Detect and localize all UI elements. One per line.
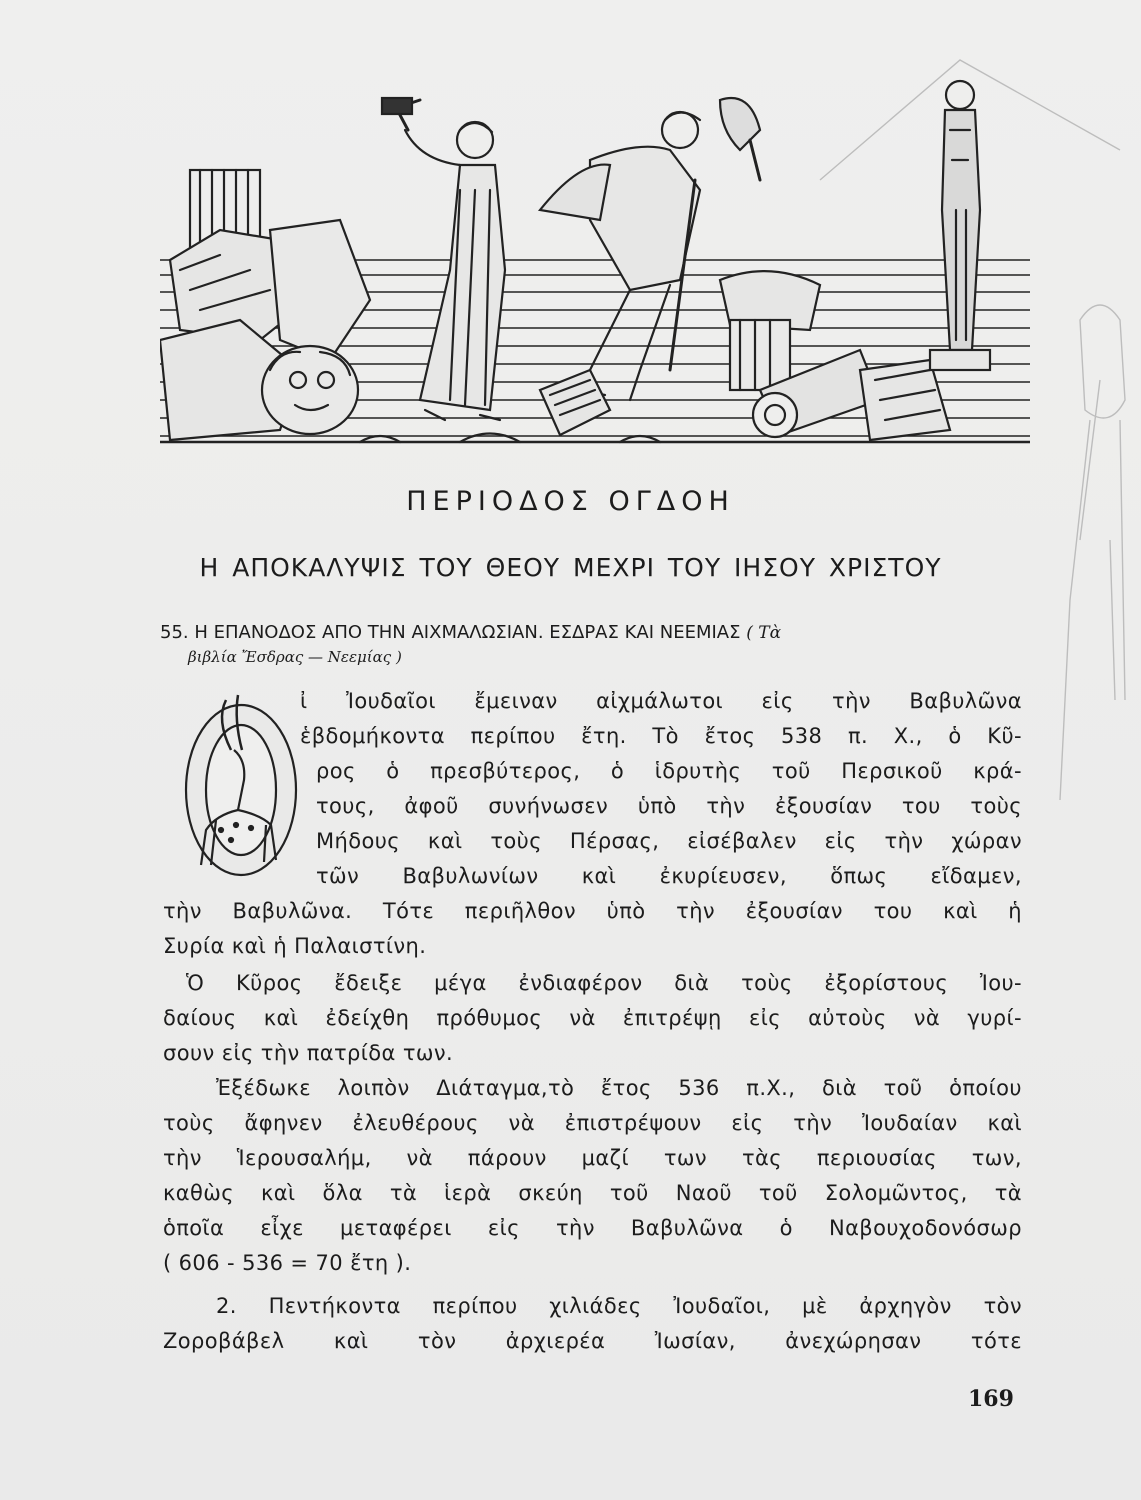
- text-line: τὴν Βαβυλῶνα. Τότε περιῆλθον ὑπὸ τὴν ἐξουσίαν του καὶ ἡ: [163, 899, 1022, 923]
- text-line: τὴν Ἱερουσαλήμ, νὰ πάρουν μαζί των τὰς περιουσίας των,: [163, 1146, 1022, 1170]
- section-heading: [160, 622, 1020, 643]
- text-line: ἑβδομήκοντα περίπου ἔτη. Τὸ ἔτος 538 π. Χ., ὁ Κῦ-: [300, 724, 1022, 748]
- dropcap-illustration: [176, 690, 306, 890]
- text-line: ( 606 - 536 = 70 ἔτη ).: [163, 1251, 412, 1275]
- page-number: 169: [968, 1386, 1014, 1412]
- period-title: ΠΕΡΙΟΔΟΣ ΟΓΔΟΗ: [406, 486, 735, 517]
- text-line: καθὼς καὶ ὅλα τὰ ἱερὰ σκεύη τοῦ Ναοῦ τοῦ Σολομῶντος, τὰ: [163, 1181, 1022, 1205]
- section-reference: βιβλία Ἔσδρας — Νεεμίας ): [188, 648, 402, 666]
- text-line: τους, ἀφοῦ συνήνωσεν ὑπὸ τὴν ἐξουσίαν του τοὺς: [316, 794, 1022, 818]
- section-reference-open: ( Τὰ: [746, 623, 782, 643]
- text-line: δαίους καὶ ἐδείχθη πρόθυμος νὰ ἐπιτρέψῃ εἰς αὐτοὺς νὰ γυρί-: [163, 1006, 1022, 1030]
- text-line: τοὺς ἄφηνεν ἐλευθέρους νὰ ἐπιστρέψουν εἰς τὴν Ἰουδαίαν καὶ: [163, 1111, 1022, 1135]
- text-line: ὁποῖα εἶχε μεταφέρει εἰς τὴν Βαβυλῶνα ὁ Ναβουχοδονόσωρ: [163, 1216, 1022, 1240]
- text-line: ἰ Ἰουδαῖοι ἔμειναν αἰχμάλωτοι εἰς τὴν Βαβυλῶνα: [300, 689, 1022, 713]
- text-line: 2. Πεντήκοντα περίπου χιλιάδες Ἰουδαῖοι, μὲ ἀρχηγὸν τὸν: [216, 1294, 1022, 1318]
- text-line: Ἐξέδωκε λοιπὸν Διάταγμα,τὸ ἔτος 536 π.Χ., διὰ τοῦ ὁποίου: [216, 1076, 1022, 1100]
- main-heading: Η ΑΠΟΚΑΛΥΨΙΣ ΤΟΥ ΘΕΟΥ ΜΕΧΡΙ ΤΟΥ ΙΗΣΟΥ ΧΡΙΣΤΟΥ: [199, 553, 942, 582]
- text-line: σουν εἰς τὴν πατρίδα των.: [163, 1041, 454, 1065]
- text-line: Συρία καὶ ἡ Παλαιστίνη.: [163, 934, 427, 958]
- header-illustration: [160, 70, 1030, 450]
- text-line: Ὁ Κῦρος ἔδειξε μέγα ἐνδιαφέρον διὰ τοὺς ἐξορίστους Ἰου-: [186, 971, 1022, 995]
- section-title: 55. Η ΕΠΑΝΟΔΟΣ ΑΠΟ ΤΗΝ ΑΙΧΜΑΛΩΣΙΑΝ. ΕΣΔΡΑΣ ΚΑΙ ΝΕΕΜΙΑΣ: [160, 622, 741, 643]
- text-line: ρος ὁ πρεσβύτερος, ὁ ἱδρυτὴς τοῦ Περσικοῦ κρά-: [316, 759, 1022, 783]
- text-line: τῶν Βαβυλωνίων καὶ ἐκυρίευσεν, ὅπως εἴδαμεν,: [316, 864, 1022, 888]
- text-line: Ζοροβάβελ καὶ τὸν ἀρχιερέα Ἰωσίαν, ἀνεχώρησαν τότε: [163, 1329, 1022, 1353]
- dropcap-letter: Ο: [176, 690, 177, 691]
- text-line: Μήδους καὶ τοὺς Πέρσας, εἰσέβαλεν εἰς τὴν χώραν: [316, 829, 1022, 853]
